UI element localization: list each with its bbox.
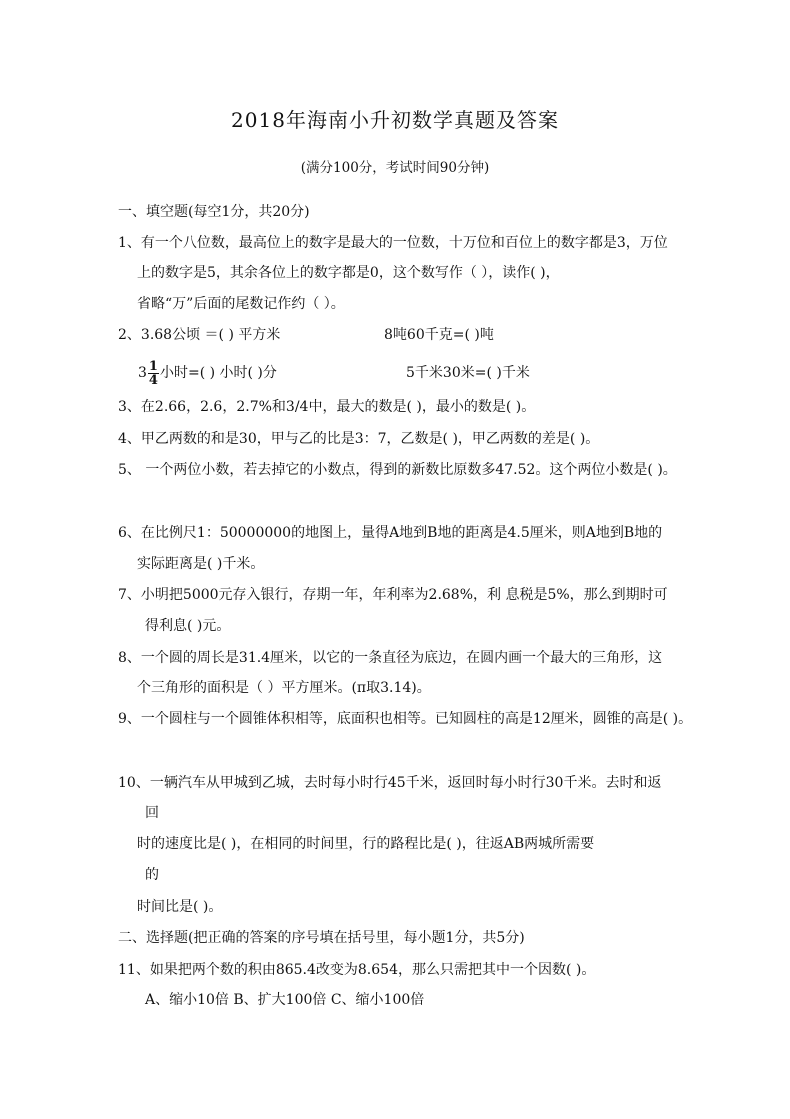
question-2-part-c-text: 小时=( ) 小时( )分 xyxy=(159,365,277,381)
question-8-line-1: 8、一个圆的周长是31.4厘米，以它的一条直径为底边，在圆内画一个最大的三角形，这 xyxy=(118,650,663,666)
section-heading-fill-blank: 一、填空题(每空1分，共20分) xyxy=(118,204,310,220)
question-10-line-2: 回 xyxy=(145,805,159,821)
question-1-line-3: 省略“万”后面的尾数记作约（ ）。 xyxy=(137,296,345,312)
mixed-number-fraction xyxy=(148,360,159,387)
question-7-line-2: 得利息( )元。 xyxy=(145,618,231,634)
question-2-part-d: 5千米30米=( )千米 xyxy=(406,365,530,381)
question-1-line-1: 1、有一个八位数，最高位上的数字是最大的一位数，十万位和百位上的数字都是3，万位 xyxy=(118,235,668,251)
question-3: 3、在2.66，2.6，2.7%和3/4中，最大的数是( )，最小的数是( )。 xyxy=(118,399,536,415)
mixed-number-whole: 3 xyxy=(138,365,147,381)
question-2-part-c xyxy=(138,358,277,388)
question-1-line-2: 上的数字是5，其余各位上的数字都是0，这个数写作（ ），读作( )， xyxy=(137,265,560,281)
question-10-line-3: 时的速度比是( )，在相同的时间里，行的路程比是( )，往返AB两城所需要 xyxy=(137,836,595,852)
question-10-line-1: 10、一辆汽车从甲城到乙城，去时每小时行45千米，返回时每小时行30千米。去时和返 xyxy=(118,775,662,791)
question-2-part-b: 8吨60千克=( )吨 xyxy=(384,327,494,343)
question-11: 11、如果把两个数的积由865.4改变为8.654，那么只需把其中一个因数( )。 xyxy=(118,962,596,978)
fraction-denominator: 4 xyxy=(148,372,158,388)
question-8-line-2: 个三角形的面积是（ ）平方厘米。(π取3.14)。 xyxy=(137,680,431,696)
question-10-line-5: 时间比是( )。 xyxy=(137,899,223,915)
question-10-line-4: 的 xyxy=(145,867,159,883)
question-2-part-a: 2、3.68公顷 ＝( ) 平方米 xyxy=(118,327,281,343)
fraction-numerator: 1 xyxy=(148,358,158,374)
section-heading-multiple-choice: 二、选择题(把正确的答案的序号填在括号里，每小题1分，共5分) xyxy=(118,930,525,946)
question-11-options: A、缩小10倍 B、扩大100倍 C、缩小100倍 xyxy=(145,992,425,1008)
question-7-line-1: 7、小明把5000元存入银行，存期一年，年利率为2.68%，利 息税是5%，那么到期时可 xyxy=(118,587,668,603)
question-5: 5、 一个两位小数，若去掉它的小数点，得到的新数比原数多47.52。这个两位小数是( )。 xyxy=(118,462,677,478)
page-subtitle: (满分100分，考试时间90分钟) xyxy=(300,160,490,176)
page-title: 2018年海南小升初数学真题及答案 xyxy=(231,108,559,132)
question-6-line-2: 实际距离是( )千米。 xyxy=(137,556,265,572)
question-4: 4、甲乙两数的和是30，甲与乙的比是3：7，乙数是( )，甲乙两数的差是( )。 xyxy=(118,431,600,447)
question-6-line-1: 6、在比例尺1：50000000的地图上，量得A地到B地的距离是4.5厘米，则A地到B地的 xyxy=(118,525,663,541)
question-9: 9、一个圆柱与一个圆锥体积相等，底面积也相等。已知圆柱的高是12厘米，圆锥的高是( )。 xyxy=(118,711,693,727)
